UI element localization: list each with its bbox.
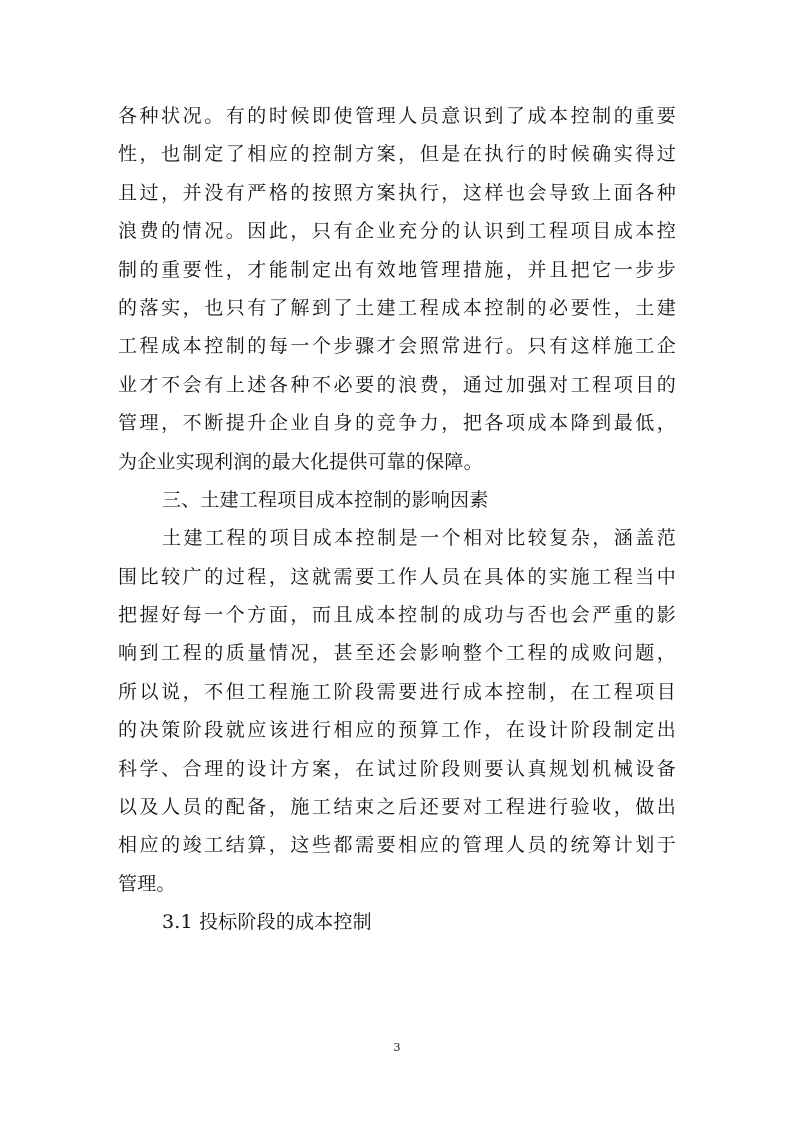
paragraph-line: 的落实，也只有了解到了土建工程成本控制的必要性，土建 [118,296,676,319]
paragraph-line: 性，也制定了相应的控制方案，但是在执行的时候确实得过 [118,143,676,166]
body-text [118,97,676,942]
paragraph-line: 管理。 [118,872,176,895]
paragraph-line: 科学、合理的设计方案，在试过阶段则要认真规划机械设备 [118,757,676,780]
paragraph-line: 且过，并没有严格的按照方案执行，这样也会导致上面各种 [118,181,676,204]
paragraph-line: 土建工程的项目成本控制是一个相对比较复杂，涵盖范 [162,527,676,550]
paragraph-line: 管理，不断提升企业自身的竞争力，把各项成本降到最低， [118,412,676,435]
paragraph-line: 制的重要性，才能制定出有效地管理措施，并且把它一步步 [118,258,676,281]
paragraph-line: 围比较广的过程，这就需要工作人员在具体的实施工程当中 [118,565,676,588]
section-heading: 三、土建工程项目成本控制的影响因素 [162,488,489,511]
paragraph-line: 以及人员的配备，施工结束之后还要对工程进行验收，做出 [118,796,676,819]
paragraph-line: 各种状况。有的时候即使管理人员意识到了成本控制的重要 [118,105,676,127]
paragraph-line: 的决策阶段就应该进行相应的预算工作，在设计阶段制定出 [118,719,676,742]
paragraph-line: 把握好每一个方面，而且成本控制的成功与否也会严重的影 [118,604,676,627]
paragraph-line: 业才不会有上述各种不必要的浪费，通过加强对工程项目的 [118,373,676,396]
subsection-heading: 3.1 投标阶段的成本控制 [162,911,372,934]
paragraph-line: 所以说，不但工程施工阶段需要进行成本控制，在工程项目 [118,680,676,703]
paragraph-line: 工程成本控制的每一个步骤才会照常进行。只有这样施工企 [118,335,676,358]
paragraph-line: 浪费的情况。因此，只有企业充分的认识到工程项目成本控 [118,220,676,243]
page-number: 3 [393,1041,401,1054]
paragraph-line: 响到工程的质量情况，甚至还会影响整个工程的成败问题， [118,642,676,665]
paragraph-line: 为企业实现利润的最大化提供可靠的保障。 [118,450,483,473]
paragraph-line: 相应的竣工结算，这些都需要相应的管理人员的统筹计划于 [118,834,676,857]
